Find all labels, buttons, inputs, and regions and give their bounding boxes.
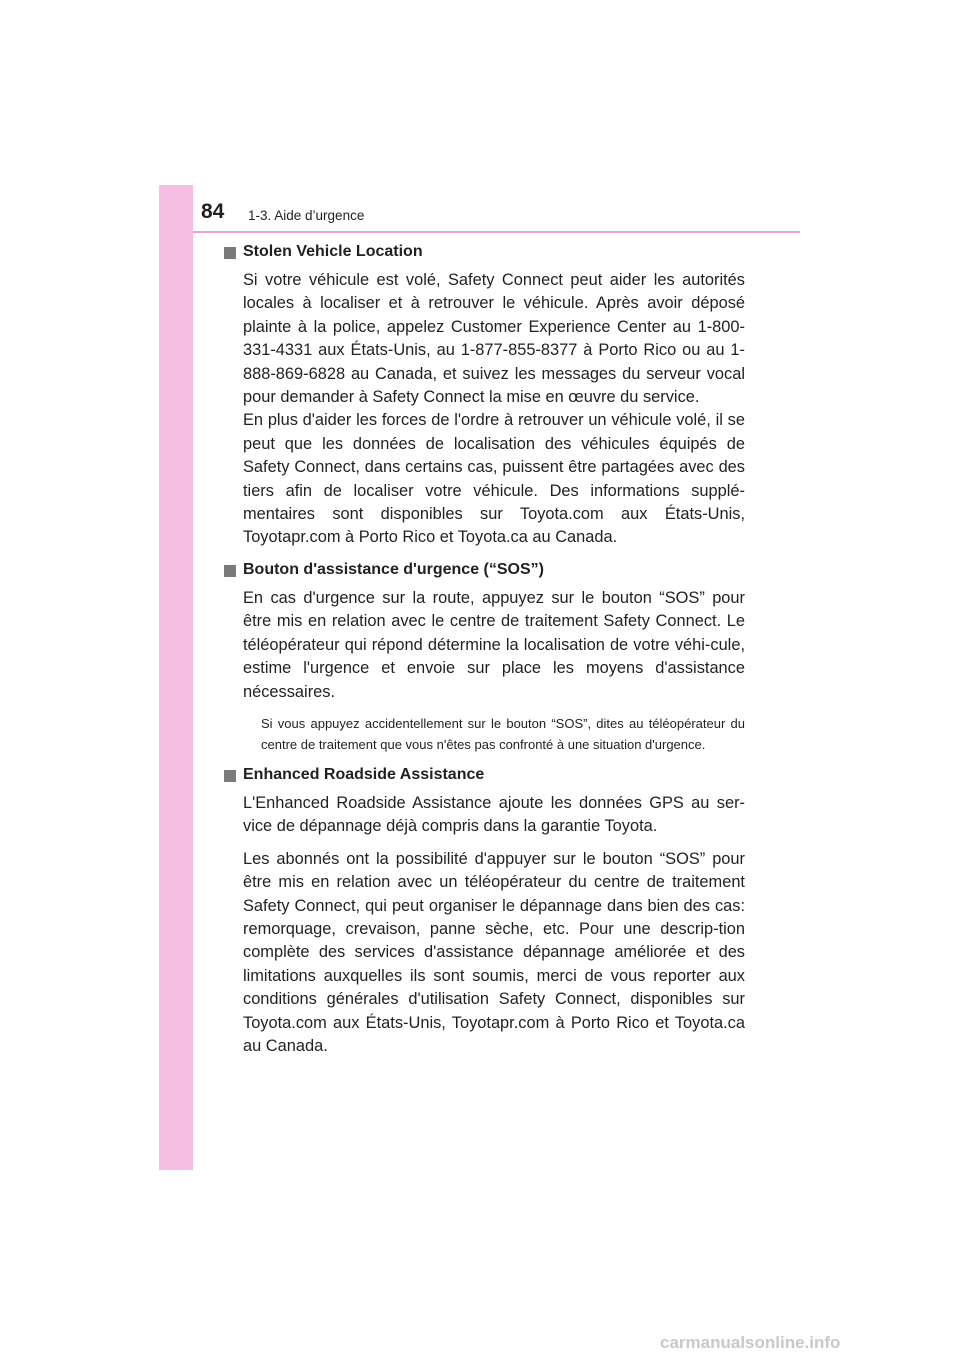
square-bullet-icon [224, 247, 236, 259]
section-title: 1-3. Aide d’urgence [248, 208, 365, 223]
paragraph: En plus d'aider les forces de l'ordre à retrouver un véhicule volé, il se peut que les données de localisation des véhicules équipés de Safety Connect, dans certains cas, puissent être partagées avec des tiers afin de localiser votre véhicule. Des informations supplé-mentaires sont disponibles sur Toyota.com aux États-Unis, Toyotapr.com à Porto Rico et Toyota.ca au Canada. [243, 411, 745, 547]
side-color-band [159, 185, 193, 1170]
heading-text: Stolen Vehicle Location [243, 243, 423, 260]
note-text: Si vous appuyez accidentellement sur le bouton “SOS”, dites au téléopérateur du centre de traitement que vous n'êtes pas confronté à une situation d'urgence. [261, 715, 745, 752]
page-number: 84 [201, 200, 225, 223]
section-heading [221, 764, 745, 786]
paragraph: L'Enhanced Roadside Assistance ajoute les données GPS au ser-vice de dépannage déjà compris dans la garantie Toyota. [243, 793, 745, 836]
paragraph: En cas d'urgence sur la route, appuyez sur le bouton “SOS” pour être mis en relation avec le centre de traitement Safety Connect. Le téléopérateur qui répond détermine la localisation de votre véhi-cule, estime l'urgence et envoie sur place les moyens d'assistance nécessaires. [243, 588, 745, 701]
paragraph: Les abonnés ont la possibilité d'appuyer sur le bouton “SOS” pour être mis en relation avec un téléopérateur du centre de traitement Safety Connect, qui peut organiser le dépannage dans bien des cas: remorquage, crevaison, panne sèche, etc. Pour une descrip-tion complète des services d'assistance dépannage améliorée et des limitations auxquelles ils sont soumis, merci de vous reporter aux conditions générales d'utilisation Safety Connect, disponibles sur Toyota.com aux États-Unis, Toyotapr.com à Porto Rico et Toyota.ca au Canada. [243, 849, 745, 1055]
heading-text: Bouton d'assistance d'urgence (“SOS”) [243, 560, 544, 578]
section-heading [221, 241, 745, 263]
square-bullet-icon [224, 565, 236, 577]
square-bullet-icon [224, 770, 236, 782]
section-heading [221, 559, 745, 581]
paragraph: Si votre véhicule est volé, Safety Connect peut aider les autorités locales à localiser et à retrouver le véhicule. Après avoir déposé plainte à la police, appelez Customer Experience Center au 1-800-331-4331 aux États-Unis, au 1-877-855-8377 à Porto Rico ou au 1-888-869-6828 au Canada, et suivez les messages du serveur vocal pour demander à Safety Connect la mise en œuvre du service. [243, 271, 745, 407]
heading-text: Enhanced Roadside Assistance [243, 765, 485, 783]
header-divider [193, 231, 800, 233]
watermark-logo: carmanualsonline.info [660, 1333, 841, 1352]
page-content [221, 241, 745, 1058]
